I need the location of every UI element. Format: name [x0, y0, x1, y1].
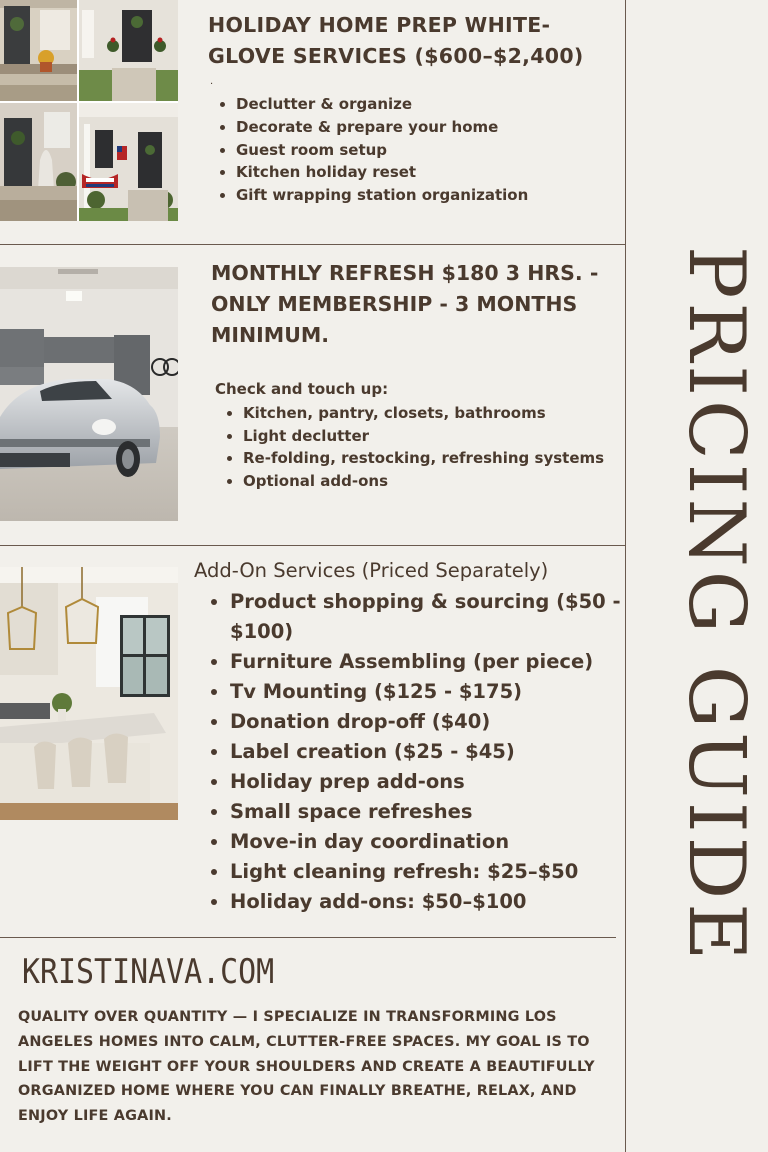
- section-divider-2: [0, 545, 625, 546]
- list-item: • Product shopping & sourcing ($50 - $100): [230, 587, 630, 647]
- garage-photo: [0, 267, 178, 521]
- list-item: • Decorate & prepare your home: [236, 116, 528, 139]
- section-divider-1: [0, 244, 625, 245]
- list-item: • Re-folding, restocking, refreshing systems: [243, 447, 604, 470]
- list-item: • Furniture Assembling (per piece): [230, 647, 630, 677]
- list-item: • Light cleaning refresh: $25–$50: [230, 857, 630, 887]
- holiday-porch-collage: [0, 0, 178, 221]
- vertical-divider: [625, 0, 626, 1152]
- addon-services-list: [212, 587, 630, 917]
- list-item: • Optional add-ons: [243, 470, 604, 493]
- pricing-guide-side-title: PRICING GUIDE: [671, 246, 761, 965]
- list-item: • Donation drop-off ($40): [230, 707, 630, 737]
- list-item: • Guest room setup: [236, 139, 528, 162]
- list-item: • Label creation ($25 - $45): [230, 737, 630, 767]
- holiday-services-list: [218, 93, 528, 207]
- kitchen-photo: [0, 567, 178, 820]
- list-item: • Holiday add-ons: $50–$100: [230, 887, 630, 917]
- monthly-refresh-title: MONTHLY REFRESH $180 3 HRS. - ONLY MEMBERSHIP - 3 MONTHS MINIMUM.: [211, 261, 599, 347]
- monthly-refresh-list: [225, 402, 604, 492]
- about-text: QUALITY OVER QUANTITY — I SPECIALIZE IN TRANSFORMING LOS ANGELES HOMES INTO CALM, CLUTTER-FREE SPACES. MY GOAL IS TO LIFT THE WEIGHT OFF YOUR SHOULDERS AND CREATE A BEAUTIFULLY ORGANIZED HOME WHERE YOU CAN FINALLY BREATHE, RELAX, AND ENJOY LIFE AGAIN.: [18, 1009, 595, 1125]
- list-item: • Small space refreshes: [230, 797, 630, 827]
- list-item: • Light declutter: [243, 425, 604, 448]
- list-item: • Move-in day coordination: [230, 827, 630, 857]
- section-divider-3: [0, 937, 616, 938]
- list-item: • Tv Mounting ($125 - $175): [230, 677, 630, 707]
- check-touchup-label: Check and touch up:: [215, 380, 389, 398]
- addon-services-heading: Add-On Services (Priced Separately): [194, 559, 549, 582]
- list-item: • Declutter & organize: [236, 93, 528, 116]
- holiday-title: HOLIDAY HOME PREP WHITE-GLOVE SERVICES ($600–$2,400): [208, 13, 584, 68]
- list-item: • Holiday prep add-ons: [230, 767, 630, 797]
- stray-dot: .: [210, 76, 214, 87]
- list-item: • Kitchen, pantry, closets, bathrooms: [243, 402, 604, 425]
- list-item: • Kitchen holiday reset: [236, 161, 528, 184]
- list-item: • Gift wrapping station organization: [236, 184, 528, 207]
- website-name: KRISTINAVA.COM: [22, 952, 275, 992]
